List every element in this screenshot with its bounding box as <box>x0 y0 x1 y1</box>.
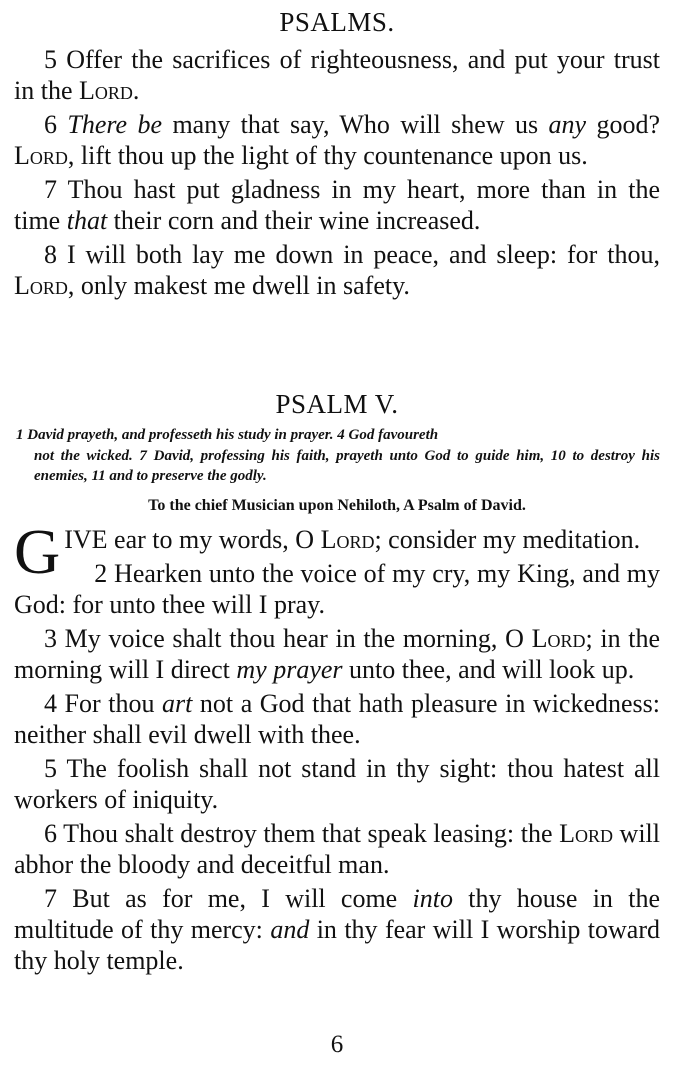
verse-text: many that say, Who will shew us <box>162 110 549 139</box>
verse <box>14 516 660 587</box>
italic-supplied-word: any <box>548 110 587 139</box>
verse-text: not a God that hath pleasure in wickedness: neither shall evil dwell with thee. <box>14 689 661 749</box>
verse-text: thy house in the multitude of thy mercy: <box>14 884 660 944</box>
verse-text: 8 I will both lay me down in peace, and sleep: for thou, <box>44 240 660 269</box>
verse-text: their corn and their wine increased. <box>107 206 481 235</box>
verse-text: IVE ear to my words, O <box>64 525 321 554</box>
verse-text: 5 The foolish shall not stand in thy sight: thou hatest all workers of iniquity. <box>14 754 660 814</box>
italic-supplied-word: There be <box>67 110 163 139</box>
book-page <box>14 0 660 1068</box>
verse <box>14 623 660 685</box>
divine-name: Lord <box>320 525 375 554</box>
psalm-summary <box>14 425 660 487</box>
verse <box>14 109 660 171</box>
verse-text: 2 Hearken unto the voice of my cry, my King, and my God: for unto thee will I pray. <box>14 559 660 619</box>
verse-text: 5 Offer the sacrifices of righteousness, and put your trust in the <box>14 45 660 105</box>
drop-cap: G <box>14 516 61 587</box>
italic-supplied-word: art <box>162 689 193 718</box>
divine-name: Lord <box>79 76 133 105</box>
psalm-superscription: To the chief Musician upon Nehiloth, A Psalm of David. <box>148 497 526 514</box>
divine-name: Lord <box>14 271 68 300</box>
verse <box>14 818 660 880</box>
verse-text: ; in the morning will I direct <box>14 624 661 684</box>
italic-supplied-word: that <box>66 206 108 235</box>
verse-text: 7 But as for me, I will come <box>44 884 413 913</box>
summary-continuation: not the wicked. 7 David, professing his faith, prayeth unto God to guide him, 10 to destroy his enemies, 11 and to preserve the godly. <box>34 447 660 484</box>
psalm-heading: PSALM V. <box>275 389 399 419</box>
verse <box>14 558 660 620</box>
verse <box>14 883 660 976</box>
italic-supplied-word: into <box>412 884 453 913</box>
verse-text: 6 <box>44 110 68 139</box>
verse-text: , only makest me dwell in safety. <box>67 271 410 300</box>
verse <box>14 174 660 236</box>
verse-text: . <box>132 76 140 105</box>
divine-name: Lord <box>531 624 586 653</box>
verse-text: 7 Thou hast put gladness in my heart, more than in the time <box>14 175 660 235</box>
verse-text: 3 My voice shalt thou hear in the morning, O <box>44 624 532 653</box>
verse <box>14 753 660 815</box>
divine-name: Lord <box>559 819 613 848</box>
running-title: PSALMS. <box>279 7 395 37</box>
psalm-5-verses <box>14 516 661 979</box>
summary-line-1: 1 David prayeth, and professeth his study in prayer. 4 God favoureth <box>16 427 439 443</box>
italic-supplied-word: my prayer <box>236 655 343 684</box>
psalm-4-verses <box>14 44 660 304</box>
verse-text: 4 For thou <box>44 689 163 718</box>
verse-text: 6 Thou shalt destroy them that speak leasing: the <box>44 819 560 848</box>
page-number: 6 <box>330 1031 344 1058</box>
verse <box>14 688 660 750</box>
verse-text: ; consider my meditation. <box>374 525 641 554</box>
verse <box>14 44 660 106</box>
verse-text: , lift thou up the light of thy countenance upon us. <box>67 141 588 170</box>
verse-text: unto thee, and will look up. <box>342 655 635 684</box>
divine-name: Lord <box>14 141 68 170</box>
verse <box>14 239 660 301</box>
verse-text: good? <box>586 110 661 139</box>
verse-text: in thy fear will I worship toward thy holy temple. <box>14 915 660 975</box>
italic-supplied-word: and <box>270 915 310 944</box>
verse-text: will abhor the bloody and deceitful man. <box>14 819 660 879</box>
